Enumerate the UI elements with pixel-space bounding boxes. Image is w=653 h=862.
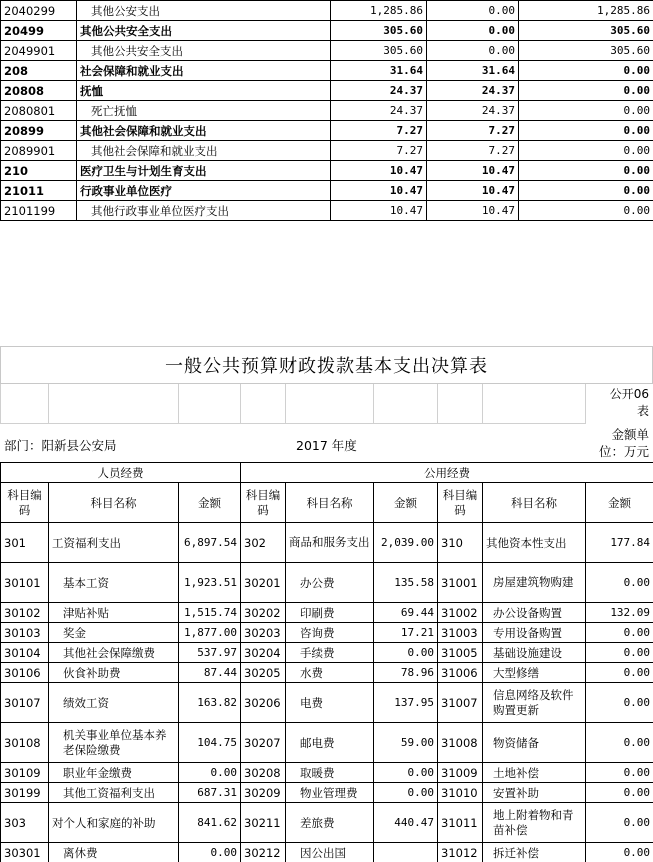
amount-cell: 0.00 <box>586 763 653 783</box>
name-cell: 其他社会保障和就业支出 <box>77 141 331 161</box>
amount-cell: 305.60 <box>519 41 653 61</box>
form-number-line1: 公开06 <box>609 387 649 401</box>
code-cell: 31011 <box>438 803 483 843</box>
amount-cell: 24.37 <box>427 81 519 101</box>
form-number <box>610 386 649 420</box>
amount-cell: 31.64 <box>427 61 519 81</box>
name-cell: 伙食补助费 <box>49 663 179 683</box>
amount-cell: 440.47 <box>374 803 438 843</box>
table-row <box>1 161 653 181</box>
amount-cell: 7.27 <box>331 141 427 161</box>
amount-cell: 87.44 <box>179 663 241 683</box>
amount-cell: 6,897.54 <box>179 523 241 563</box>
code-cell: 20808 <box>1 81 77 101</box>
code-cell: 30107 <box>1 683 49 723</box>
table-row <box>1 843 653 862</box>
name-cell: 物资储备 <box>483 723 586 763</box>
table-row <box>1 643 653 663</box>
form-number-line2: 表 <box>636 404 649 418</box>
amount-cell: 132.09 <box>586 603 653 623</box>
code-cell: 30211 <box>241 803 286 843</box>
name-cell: 社会保障和就业支出 <box>77 61 331 81</box>
code-cell: 208 <box>1 61 77 81</box>
name-cell: 商品和服务支出 <box>286 523 374 563</box>
table-row <box>1 803 653 843</box>
name-cell: 行政事业单位医疗 <box>77 181 331 201</box>
name-cell: 办公费 <box>286 563 374 603</box>
name-cell: 工资福利支出 <box>49 523 179 563</box>
name-cell: 抚恤 <box>77 81 331 101</box>
amount-cell: 0.00 <box>519 141 653 161</box>
code-cell: 2089901 <box>1 141 77 161</box>
amount-cell: 0.00 <box>519 81 653 101</box>
amount-cell: 0.00 <box>519 181 653 201</box>
code-cell: 30201 <box>241 563 286 603</box>
table-row <box>1 121 653 141</box>
amount-cell: 7.27 <box>427 141 519 161</box>
group-header-row <box>1 463 653 483</box>
code-cell: 310 <box>438 523 483 563</box>
name-cell: 取暖费 <box>286 763 374 783</box>
amount-cell: 0.00 <box>519 61 653 81</box>
code-cell: 30102 <box>1 603 49 623</box>
code-cell: 31007 <box>438 683 483 723</box>
name-cell: 水费 <box>286 663 374 683</box>
name-cell: 物业管理费 <box>286 783 374 803</box>
name-cell: 邮电费 <box>286 723 374 763</box>
column-header-row <box>1 483 653 523</box>
amount-cell: 305.60 <box>519 21 653 41</box>
department-label: 部门：阳新县公安局 <box>4 438 117 453</box>
amount-cell: 0.00 <box>374 783 438 803</box>
code-cell: 31005 <box>438 643 483 663</box>
unit-line1: 金额单 <box>611 427 649 442</box>
amount-cell: 0.00 <box>519 101 653 121</box>
amount-cell: 537.97 <box>179 643 241 663</box>
col-code-2: 科目编码 <box>241 483 286 523</box>
name-cell: 手续费 <box>286 643 374 663</box>
form-number-row <box>0 384 653 424</box>
amount-cell: 0.00 <box>586 803 653 843</box>
name-cell: 其他公共安全支出 <box>77 41 331 61</box>
amount-cell: 0.00 <box>586 663 653 683</box>
table-row <box>1 101 653 121</box>
amount-cell: 10.47 <box>331 161 427 181</box>
table-row <box>1 663 653 683</box>
table-row <box>1 21 653 41</box>
code-cell: 2101199 <box>1 201 77 221</box>
amount-cell: 10.47 <box>331 181 427 201</box>
report-title: 一般公共预算财政拨款基本支出决算表 <box>0 346 653 384</box>
amount-cell: 1,285.86 <box>519 1 653 21</box>
name-cell: 因公出国 <box>286 843 374 862</box>
table-row <box>1 563 653 603</box>
amount-cell: 24.37 <box>331 81 427 101</box>
amount-cell: 7.27 <box>331 121 427 141</box>
table-row <box>1 81 653 101</box>
amount-cell: 1,285.86 <box>331 1 427 21</box>
code-cell: 30109 <box>1 763 49 783</box>
code-cell: 30301 <box>1 843 49 862</box>
amount-cell: 1,877.00 <box>179 623 241 643</box>
unit-line2: 位：万元 <box>598 444 649 459</box>
code-cell: 303 <box>1 803 49 843</box>
amount-cell: 0.00 <box>427 1 519 21</box>
name-cell: 专用设备购置 <box>483 623 586 643</box>
amount-cell: 0.00 <box>586 723 653 763</box>
name-cell: 对个人和家庭的补助 <box>49 803 179 843</box>
title-block <box>0 346 653 464</box>
amount-cell <box>374 843 438 862</box>
code-cell: 31009 <box>438 763 483 783</box>
code-cell: 2080801 <box>1 101 77 121</box>
col-code-3: 科目编码 <box>438 483 483 523</box>
code-cell: 30199 <box>1 783 49 803</box>
personnel-header: 人员经费 <box>1 463 241 483</box>
name-cell: 死亡抚恤 <box>77 101 331 121</box>
name-cell: 拆迁补偿 <box>483 843 586 862</box>
name-cell: 印刷费 <box>286 603 374 623</box>
code-cell: 2049901 <box>1 41 77 61</box>
name-cell: 基本工资 <box>49 563 179 603</box>
code-cell: 30101 <box>1 563 49 603</box>
name-cell: 其他资本性支出 <box>483 523 586 563</box>
code-cell: 31008 <box>438 723 483 763</box>
code-cell: 31003 <box>438 623 483 643</box>
amount-cell: 177.84 <box>586 523 653 563</box>
table-row <box>1 763 653 783</box>
name-cell: 咨询费 <box>286 623 374 643</box>
table-row <box>1 723 653 763</box>
code-cell: 31006 <box>438 663 483 683</box>
name-cell: 大型修缮 <box>483 663 586 683</box>
col-code-1: 科目编码 <box>1 483 49 523</box>
amount-cell: 0.00 <box>586 683 653 723</box>
code-cell: 31001 <box>438 563 483 603</box>
code-cell: 30104 <box>1 643 49 663</box>
amount-cell: 104.75 <box>179 723 241 763</box>
code-cell: 30106 <box>1 663 49 683</box>
code-cell: 30212 <box>241 843 286 862</box>
code-cell: 30202 <box>241 603 286 623</box>
col-name-2: 科目名称 <box>286 483 374 523</box>
table-row <box>1 41 653 61</box>
amount-cell: 24.37 <box>331 101 427 121</box>
amount-cell: 1,515.74 <box>179 603 241 623</box>
code-cell: 30209 <box>241 783 286 803</box>
name-cell: 其他行政事业单位医疗支出 <box>77 201 331 221</box>
name-cell: 差旅费 <box>286 803 374 843</box>
table-row <box>1 523 653 563</box>
amount-cell: 17.21 <box>374 623 438 643</box>
code-cell: 20499 <box>1 21 77 41</box>
col-amount-1: 金额 <box>179 483 241 523</box>
name-cell: 办公设备购置 <box>483 603 586 623</box>
name-cell: 绩效工资 <box>49 683 179 723</box>
table-row <box>1 683 653 723</box>
name-cell: 土地补偿 <box>483 763 586 783</box>
name-cell: 其他社会保障缴费 <box>49 643 179 663</box>
code-cell: 30204 <box>241 643 286 663</box>
amount-cell: 24.37 <box>427 101 519 121</box>
name-cell: 津贴补贴 <box>49 603 179 623</box>
expenditure-table <box>0 462 653 862</box>
code-cell: 302 <box>241 523 286 563</box>
public-header: 公用经费 <box>241 463 653 483</box>
code-cell: 210 <box>1 161 77 181</box>
amount-cell: 1,923.51 <box>179 563 241 603</box>
amount-cell: 0.00 <box>519 121 653 141</box>
table-row <box>1 623 653 643</box>
amount-cell: 0.00 <box>427 41 519 61</box>
amount-cell: 0.00 <box>374 643 438 663</box>
name-cell: 职业年金缴费 <box>49 763 179 783</box>
amount-cell: 305.60 <box>331 21 427 41</box>
department-row <box>0 424 653 464</box>
name-cell: 医疗卫生与计划生育支出 <box>77 161 331 181</box>
amount-cell: 10.47 <box>427 201 519 221</box>
amount-cell: 135.58 <box>374 563 438 603</box>
code-cell: 30205 <box>241 663 286 683</box>
code-cell: 2040299 <box>1 1 77 21</box>
amount-cell: 7.27 <box>427 121 519 141</box>
table-row <box>1 1 653 21</box>
amount-cell: 841.62 <box>179 803 241 843</box>
code-cell: 30103 <box>1 623 49 643</box>
name-cell: 其他公安支出 <box>77 1 331 21</box>
col-amount-2: 金额 <box>374 483 438 523</box>
code-cell: 21011 <box>1 181 77 201</box>
code-cell: 20899 <box>1 121 77 141</box>
amount-cell: 10.47 <box>331 201 427 221</box>
amount-cell: 10.47 <box>427 161 519 181</box>
name-cell: 机关事业单位基本养老保险缴费 <box>49 723 179 763</box>
amount-cell: 0.00 <box>519 161 653 181</box>
table-row <box>1 201 653 221</box>
amount-cell: 0.00 <box>179 843 241 862</box>
amount-cell: 687.31 <box>179 783 241 803</box>
amount-cell: 0.00 <box>586 643 653 663</box>
col-amount-3: 金额 <box>586 483 653 523</box>
name-cell: 奖金 <box>49 623 179 643</box>
code-cell: 30108 <box>1 723 49 763</box>
amount-cell: 59.00 <box>374 723 438 763</box>
col-name-3: 科目名称 <box>483 483 586 523</box>
year-label: 2017 年度 <box>296 438 357 453</box>
amount-cell: 0.00 <box>586 843 653 862</box>
amount-cell: 305.60 <box>331 41 427 61</box>
name-cell: 离休费 <box>49 843 179 862</box>
amount-cell: 78.96 <box>374 663 438 683</box>
code-cell: 31012 <box>438 843 483 862</box>
amount-cell: 0.00 <box>374 763 438 783</box>
name-cell: 安置补助 <box>483 783 586 803</box>
col-name-1: 科目名称 <box>49 483 179 523</box>
amount-cell: 0.00 <box>586 783 653 803</box>
amount-cell: 0.00 <box>427 21 519 41</box>
amount-cell: 137.95 <box>374 683 438 723</box>
name-cell: 基础设施建设 <box>483 643 586 663</box>
amount-cell: 31.64 <box>331 61 427 81</box>
top-detail-table <box>0 0 653 221</box>
name-cell: 电费 <box>286 683 374 723</box>
table-row <box>1 783 653 803</box>
name-cell: 地上附着物和青苗补偿 <box>483 803 586 843</box>
amount-cell: 0.00 <box>179 763 241 783</box>
amount-cell: 163.82 <box>179 683 241 723</box>
name-cell: 信息网络及软件购置更新 <box>483 683 586 723</box>
name-cell: 其他社会保障和就业支出 <box>77 121 331 141</box>
code-cell: 30208 <box>241 763 286 783</box>
code-cell: 301 <box>1 523 49 563</box>
amount-cell: 0.00 <box>586 563 653 603</box>
amount-cell: 10.47 <box>427 181 519 201</box>
table-row <box>1 61 653 81</box>
code-cell: 30207 <box>241 723 286 763</box>
code-cell: 30206 <box>241 683 286 723</box>
name-cell: 其他公共安全支出 <box>77 21 331 41</box>
code-cell: 31010 <box>438 783 483 803</box>
name-cell: 房屋建筑物购建 <box>483 563 586 603</box>
table-row <box>1 603 653 623</box>
table-row <box>1 141 653 161</box>
code-cell: 31002 <box>438 603 483 623</box>
code-cell: 30203 <box>241 623 286 643</box>
amount-cell: 2,039.00 <box>374 523 438 563</box>
amount-cell: 0.00 <box>586 623 653 643</box>
amount-cell: 69.44 <box>374 603 438 623</box>
name-cell: 其他工资福利支出 <box>49 783 179 803</box>
amount-cell: 0.00 <box>519 201 653 221</box>
unit-label <box>599 426 649 460</box>
table-row <box>1 181 653 201</box>
